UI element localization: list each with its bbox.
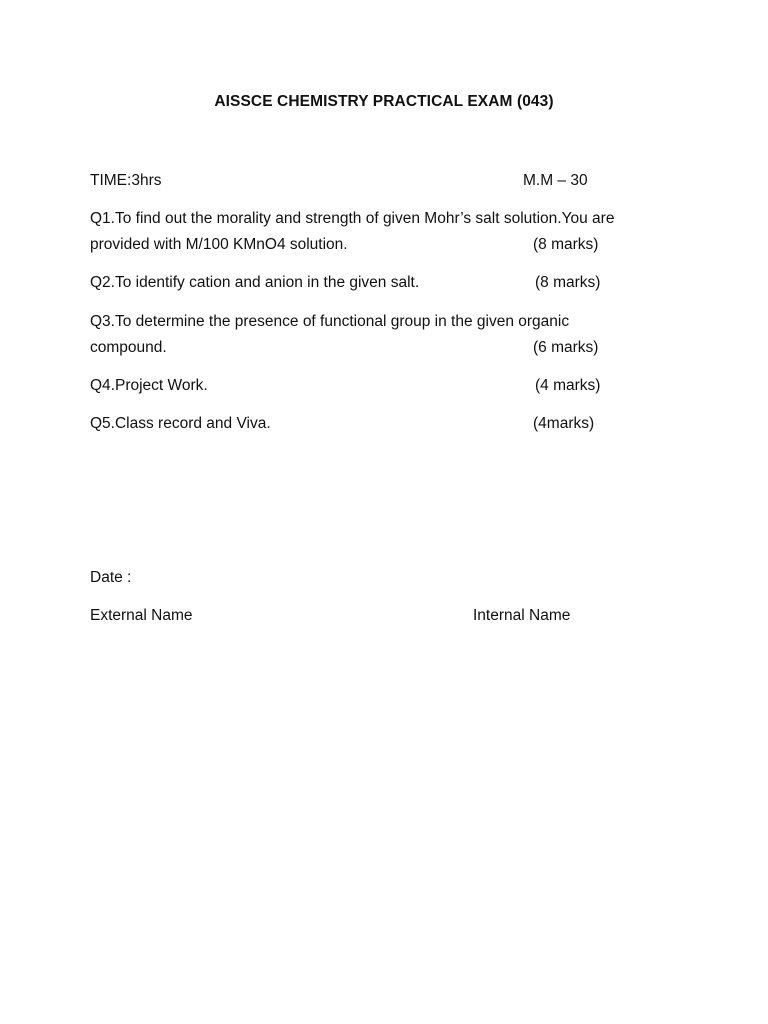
question-4-line-1: Q4.Project Work. (90, 377, 208, 394)
internal-name-label: Internal Name (473, 607, 571, 624)
question-5-line-1: Q5.Class record and Viva. (90, 415, 271, 432)
date-label: Date : (90, 569, 132, 586)
question-1-marks: (8 marks) (533, 236, 599, 253)
external-name-label: External Name (90, 607, 193, 624)
time-label: TIME:3hrs (90, 172, 162, 189)
question-3-line-1: Q3.To determine the presence of functional group in the given organic (90, 313, 570, 330)
question-1-line-1: Q1.To find out the morality and strength of given Mohr’s salt solution.You are (90, 210, 615, 227)
question-1-line-2: provided with M/100 KMnO4 solution. (90, 236, 348, 253)
page-title: AISSCE CHEMISTRY PRACTICAL EXAM (043) (214, 93, 554, 110)
question-2-marks: (8 marks) (535, 274, 601, 291)
question-5-marks: (4marks) (533, 415, 595, 432)
question-3-line-2: compound. (90, 339, 167, 356)
max-marks-label: M.M – 30 (523, 172, 588, 189)
question-4-marks: (4 marks) (535, 377, 601, 394)
question-2-line-1: Q2.To identify cation and anion in the given salt. (90, 274, 420, 291)
question-3-marks: (6 marks) (533, 339, 599, 356)
